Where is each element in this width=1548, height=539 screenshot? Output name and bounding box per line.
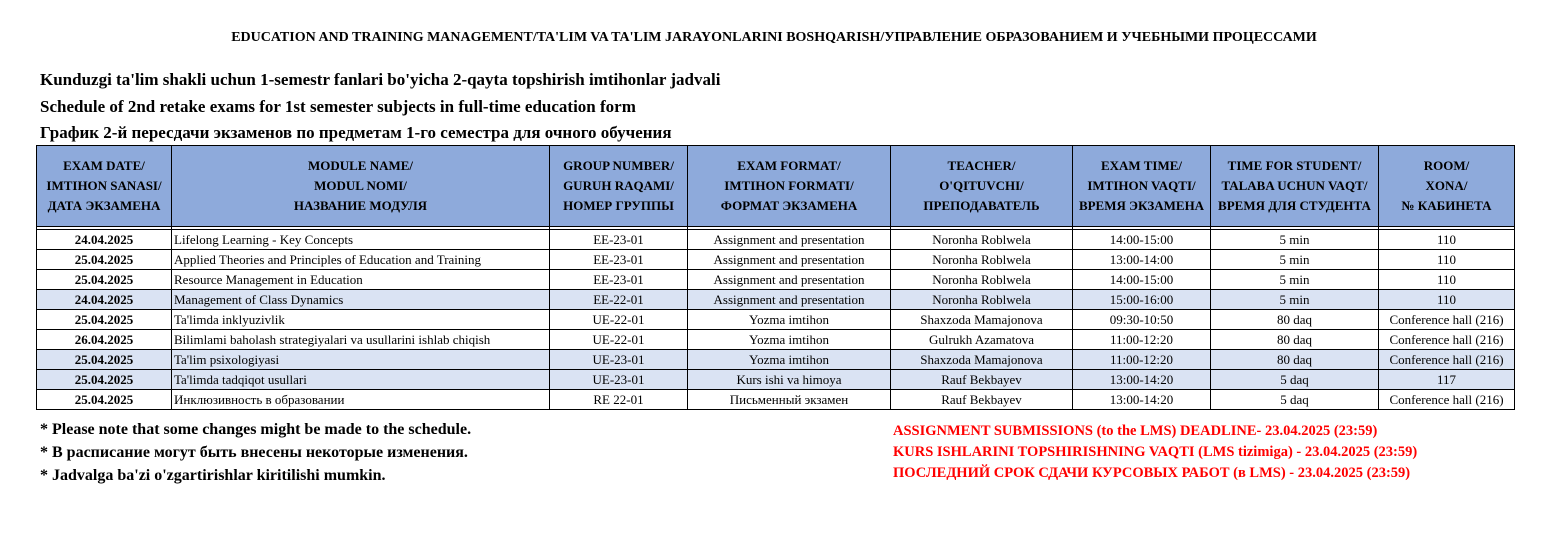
student-time-cell: 80 daq xyxy=(1211,330,1379,350)
exam-date-cell: 26.04.2025 xyxy=(37,330,172,350)
room-cell: Conference hall (216) xyxy=(1379,390,1515,410)
exam-date-cell: 24.04.2025 xyxy=(37,290,172,310)
module-name-cell: Applied Theories and Principles of Education and Training xyxy=(172,250,550,270)
exam-format-cell: Assignment and presentation xyxy=(688,270,891,290)
table-row xyxy=(37,390,1515,410)
subtitle-russian: График 2-й пересдачи экзаменов по предметам 1-го семестра для очного обучения xyxy=(40,123,672,142)
group-number-cell: RE 22-01 xyxy=(550,390,688,410)
exam-time-cell: 09:30-10:50 xyxy=(1073,310,1211,330)
exam-format-cell: Yozma imtihon xyxy=(688,350,891,370)
room-cell: 110 xyxy=(1379,230,1515,250)
exam-time-cell: 13:00-14:20 xyxy=(1073,370,1211,390)
group-number-cell: UE-23-01 xyxy=(550,350,688,370)
teacher-cell: Noronha Roblwela xyxy=(891,230,1073,250)
header-room: ROOM/ XONA/ № КАБИНЕТА xyxy=(1379,146,1515,227)
student-time-cell: 80 daq xyxy=(1211,310,1379,330)
exam-format-cell: Yozma imtihon xyxy=(688,310,891,330)
group-number-cell: UE-23-01 xyxy=(550,370,688,390)
exam-time-cell: 11:00-12:20 xyxy=(1073,350,1211,370)
room-cell: Conference hall (216) xyxy=(1379,310,1515,330)
group-number-cell: UE-22-01 xyxy=(550,330,688,350)
module-name-cell: Resource Management in Education xyxy=(172,270,550,290)
module-name-cell: Ta'lim psixologiyasi xyxy=(172,350,550,370)
exam-time-cell: 14:00-15:00 xyxy=(1073,270,1211,290)
subtitle-english: Schedule of 2nd retake exams for 1st semester subjects in full-time education form xyxy=(40,97,636,116)
teacher-cell: Noronha Roblwela xyxy=(891,290,1073,310)
exam-format-cell: Yozma imtihon xyxy=(688,330,891,350)
module-name-cell: Инклюзивность в образовании xyxy=(172,390,550,410)
teacher-cell: Noronha Roblwela xyxy=(891,270,1073,290)
exam-time-cell: 11:00-12:20 xyxy=(1073,330,1211,350)
module-name-cell: Ta'limda tadqiqot usullari xyxy=(172,370,550,390)
exam-format-cell: Kurs ishi va himoya xyxy=(688,370,891,390)
header-module-name: MODULE NAME/ MODUL NOMI/ НАЗВАНИЕ МОДУЛЯ xyxy=(172,146,550,227)
table-row xyxy=(37,330,1515,350)
group-number-cell: EE-23-01 xyxy=(550,270,688,290)
teacher-cell: Shaxzoda Mamajonova xyxy=(891,310,1073,330)
exam-time-cell: 14:00-15:00 xyxy=(1073,230,1211,250)
header-exam-format: EXAM FORMAT/ IMTIHON FORMATI/ ФОРМАТ ЭКЗАМЕНА xyxy=(688,146,891,227)
subtitle-uzbek: Kunduzgi ta'lim shakli uchun 1-semestr fanlari bo'yicha 2-qayta topshirish imtihonlar jadvali xyxy=(40,70,721,89)
table-row xyxy=(37,370,1515,390)
header-time-for-student: TIME FOR STUDENT/ TALABA UCHUN VAQT/ ВРЕМЯ ДЛЯ СТУДЕНТА xyxy=(1211,146,1379,227)
room-cell: 110 xyxy=(1379,290,1515,310)
group-number-cell: UE-22-01 xyxy=(550,310,688,330)
exam-time-cell: 13:00-14:20 xyxy=(1073,390,1211,410)
exam-date-cell: 25.04.2025 xyxy=(37,250,172,270)
table-row xyxy=(37,350,1515,370)
deadline-english: ASSIGNMENT SUBMISSIONS (to the LMS) DEADLINE- 23.04.2025 (23:59) xyxy=(893,423,1378,439)
teacher-cell: Noronha Roblwela xyxy=(891,250,1073,270)
student-time-cell: 5 daq xyxy=(1211,370,1379,390)
deadline-uzbek: KURS ISHLARINI TOPSHIRISHNING VAQTI (LMS tizimiga) - 23.04.2025 (23:59) xyxy=(893,444,1418,460)
table-row xyxy=(37,230,1515,250)
room-cell: 110 xyxy=(1379,270,1515,290)
header-exam-date: EXAM DATE/ IMTIHON SANASI/ ДАТА ЭКЗАМЕНА xyxy=(37,146,172,227)
exam-format-cell: Assignment and presentation xyxy=(688,230,891,250)
schedule-notes xyxy=(40,418,471,487)
exam-format-cell: Assignment and presentation xyxy=(688,290,891,310)
student-time-cell: 80 daq xyxy=(1211,350,1379,370)
table-row xyxy=(37,250,1515,270)
student-time-cell: 5 min xyxy=(1211,250,1379,270)
table-row xyxy=(37,290,1515,310)
table-row xyxy=(37,310,1515,330)
room-cell: 117 xyxy=(1379,370,1515,390)
note-english: * Please note that some changes might be made to the schedule. xyxy=(40,421,472,438)
teacher-cell: Rauf Bekbayev xyxy=(891,390,1073,410)
teacher-cell: Shaxzoda Mamajonova xyxy=(891,350,1073,370)
student-time-cell: 5 min xyxy=(1211,290,1379,310)
module-name-cell: Management of Class Dynamics xyxy=(172,290,550,310)
exam-format-cell: Письменный экзамен xyxy=(688,390,891,410)
group-number-cell: EE-22-01 xyxy=(550,290,688,310)
submission-deadlines xyxy=(893,421,1417,484)
page-title: EDUCATION AND TRAINING MANAGEMENT/TA'LIM VA TA'LIM JARAYONLARINI BOSHQARISH/УПРАВЛЕНИЕ ОБРАЗОВАНИЕМ И УЧЕБНЫМИ ПРОЦЕССАМИ xyxy=(231,30,1317,45)
exam-format-cell: Assignment and presentation xyxy=(688,250,891,270)
header-group-number: GROUP NUMBER/ GURUH RAQAMI/ НОМЕР ГРУППЫ xyxy=(550,146,688,227)
table-header-row xyxy=(37,146,1515,227)
deadline-russian: ПОСЛЕДНИЙ СРОК СДАЧИ КУРСОВЫХ РАБОТ (в LMS) - 23.04.2025 (23:59) xyxy=(893,465,1411,481)
exam-schedule-table xyxy=(36,145,1515,410)
teacher-cell: Gulrukh Azamatova xyxy=(891,330,1073,350)
exam-date-cell: 25.04.2025 xyxy=(37,310,172,330)
note-uzbek: * Jadvalga ba'zi o'zgartirishlar kiritilishi mumkin. xyxy=(40,467,386,484)
teacher-cell: Rauf Bekbayev xyxy=(891,370,1073,390)
student-time-cell: 5 daq xyxy=(1211,390,1379,410)
header-exam-time: EXAM TIME/ IMTIHON VAQTI/ ВРЕМЯ ЭКЗАМЕНА xyxy=(1073,146,1211,227)
exam-date-cell: 25.04.2025 xyxy=(37,370,172,390)
exam-time-cell: 13:00-14:00 xyxy=(1073,250,1211,270)
module-name-cell: Bilimlami baholash strategiyalari va usullarini ishlab chiqish xyxy=(172,330,550,350)
note-russian: * В расписание могут быть внесены некоторые изменения. xyxy=(40,444,468,461)
room-cell: Conference hall (216) xyxy=(1379,330,1515,350)
exam-date-cell: 24.04.2025 xyxy=(37,230,172,250)
table-row xyxy=(37,270,1515,290)
room-cell: Conference hall (216) xyxy=(1379,350,1515,370)
exam-date-cell: 25.04.2025 xyxy=(37,350,172,370)
group-number-cell: EE-23-01 xyxy=(550,250,688,270)
header-teacher: TEACHER/ O'QITUVCHI/ ПРЕПОДАВАТЕЛЬ xyxy=(891,146,1073,227)
student-time-cell: 5 min xyxy=(1211,270,1379,290)
room-cell: 110 xyxy=(1379,250,1515,270)
exam-date-cell: 25.04.2025 xyxy=(37,390,172,410)
module-name-cell: Lifelong Learning - Key Concepts xyxy=(172,230,550,250)
student-time-cell: 5 min xyxy=(1211,230,1379,250)
exam-date-cell: 25.04.2025 xyxy=(37,270,172,290)
group-number-cell: EE-23-01 xyxy=(550,230,688,250)
exam-time-cell: 15:00-16:00 xyxy=(1073,290,1211,310)
module-name-cell: Ta'limda inklyuzivlik xyxy=(172,310,550,330)
